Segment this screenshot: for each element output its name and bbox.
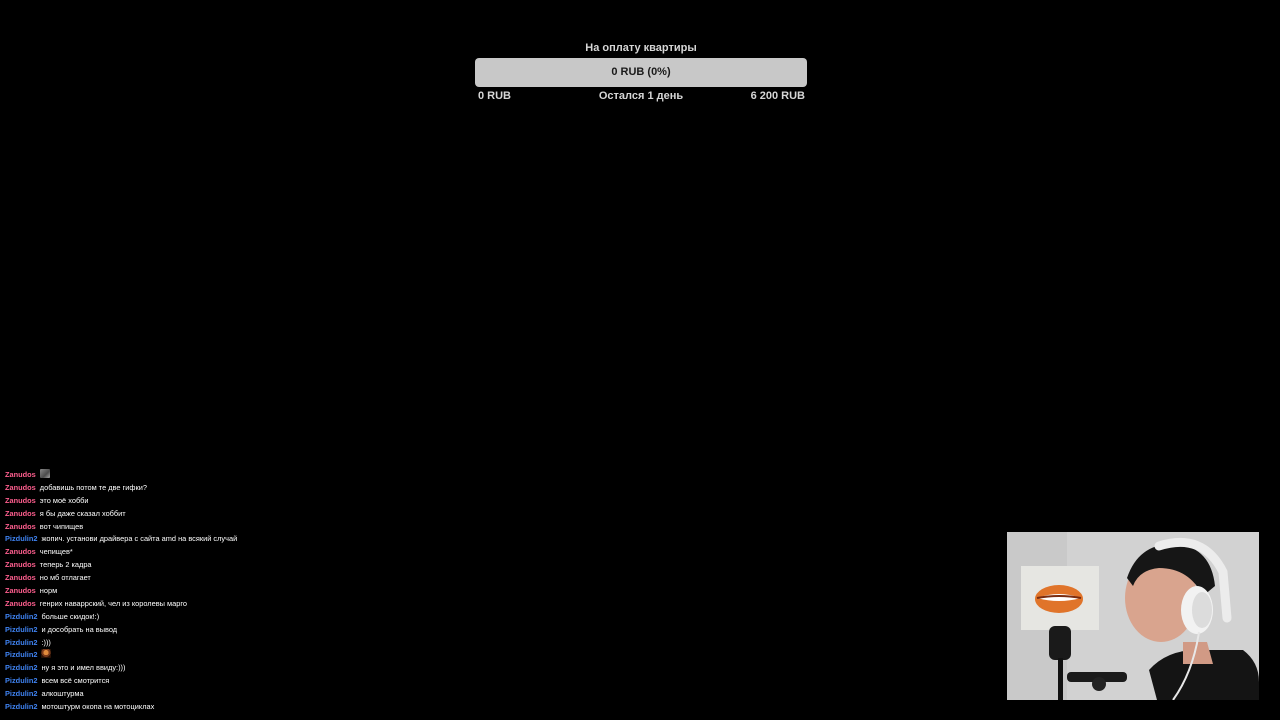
goal-progress-bar [475, 58, 807, 87]
goal-remaining-time: Остался 1 день [598, 90, 684, 102]
chat-message [5, 521, 305, 534]
microphone [1049, 626, 1071, 660]
goal-max-label: 6 200 RUB [750, 90, 805, 102]
chat-message [5, 675, 305, 688]
chat-username: Pizdulin2 [5, 624, 38, 634]
chat-message-text: норм [39, 586, 58, 596]
chat-username: Pizdulin2 [5, 650, 38, 660]
chat-username: Pizdulin2 [5, 534, 38, 544]
chat-message-text: генрих наваррский, чел из королевы марго [39, 598, 187, 608]
chat-username: Pizdulin2 [5, 676, 38, 686]
chat-username: Pizdulin2 [5, 637, 38, 647]
chat-message-text: добавишь потом те две гифки? [39, 482, 147, 492]
chat-message-text: и дособрать на вывод [41, 624, 118, 634]
goal-footer [475, 89, 807, 103]
chat-message [5, 508, 305, 521]
chat-message [5, 649, 305, 662]
chat-username: Pizdulin2 [5, 611, 38, 621]
chat-message-text: это моё хобби [39, 495, 89, 505]
goal-current-amount: 0 RUB (0%) [611, 66, 671, 78]
chat-message-text: теперь 2 кадра [39, 560, 92, 570]
chat-overlay [5, 469, 305, 714]
chat-message [5, 598, 305, 611]
chat-username: Zanudos [5, 573, 36, 583]
chat-message-text: больше скидок!:) [41, 611, 100, 621]
chat-username: Pizdulin2 [5, 689, 38, 699]
chat-message [5, 637, 305, 650]
webcam-feed [1007, 532, 1259, 700]
chat-message [5, 482, 305, 495]
chat-message [5, 546, 305, 559]
chat-message-text: я бы даже сказал хоббит [39, 508, 126, 518]
chat-username: Zanudos [5, 598, 36, 608]
chat-username: Pizdulin2 [5, 702, 38, 712]
chat-message-text: вот чипищев [39, 521, 84, 531]
chat-username: Zanudos [5, 482, 36, 492]
chat-username: Pizdulin2 [5, 663, 38, 673]
chat-message-text: жопич. установи драйвера с сайта amd на всякий случай [41, 534, 238, 544]
chat-message-text: ну я это и имел ввиду:))) [41, 663, 126, 673]
chat-username: Zanudos [5, 560, 36, 570]
chat-message [5, 701, 305, 714]
chat-message [5, 559, 305, 572]
chat-message-text: алкоштурма [41, 689, 84, 699]
chat-username: Zanudos [5, 470, 36, 479]
chat-message-text: чепищев* [39, 547, 73, 557]
chat-message [5, 688, 305, 701]
chat-message [5, 533, 305, 546]
chat-message [5, 624, 305, 637]
face-emote-icon [41, 649, 51, 658]
goal-min-label: 0 RUB [478, 90, 512, 102]
chat-username: Zanudos [5, 508, 36, 518]
chat-username: Zanudos [5, 521, 36, 531]
chat-message-text: но мб отлагает [39, 573, 91, 583]
chat-message [5, 572, 305, 585]
image-emote-icon [40, 469, 50, 478]
chat-message [5, 585, 305, 598]
chat-username: Zanudos [5, 547, 36, 557]
chat-message-text: мотоштурм окопа на мотоциклах [41, 702, 155, 712]
chat-message-text: :))) [41, 637, 51, 647]
chat-message [5, 469, 305, 482]
chat-message [5, 495, 305, 508]
webcam-image [1007, 532, 1259, 700]
chat-message-text: всем всё смотрится [41, 676, 110, 686]
chat-message [5, 662, 305, 675]
chat-message [5, 611, 305, 624]
chat-username: Zanudos [5, 495, 36, 505]
chat-username: Zanudos [5, 586, 36, 596]
donation-goal-widget [475, 41, 807, 103]
goal-title: На оплату квартиры [585, 42, 697, 54]
